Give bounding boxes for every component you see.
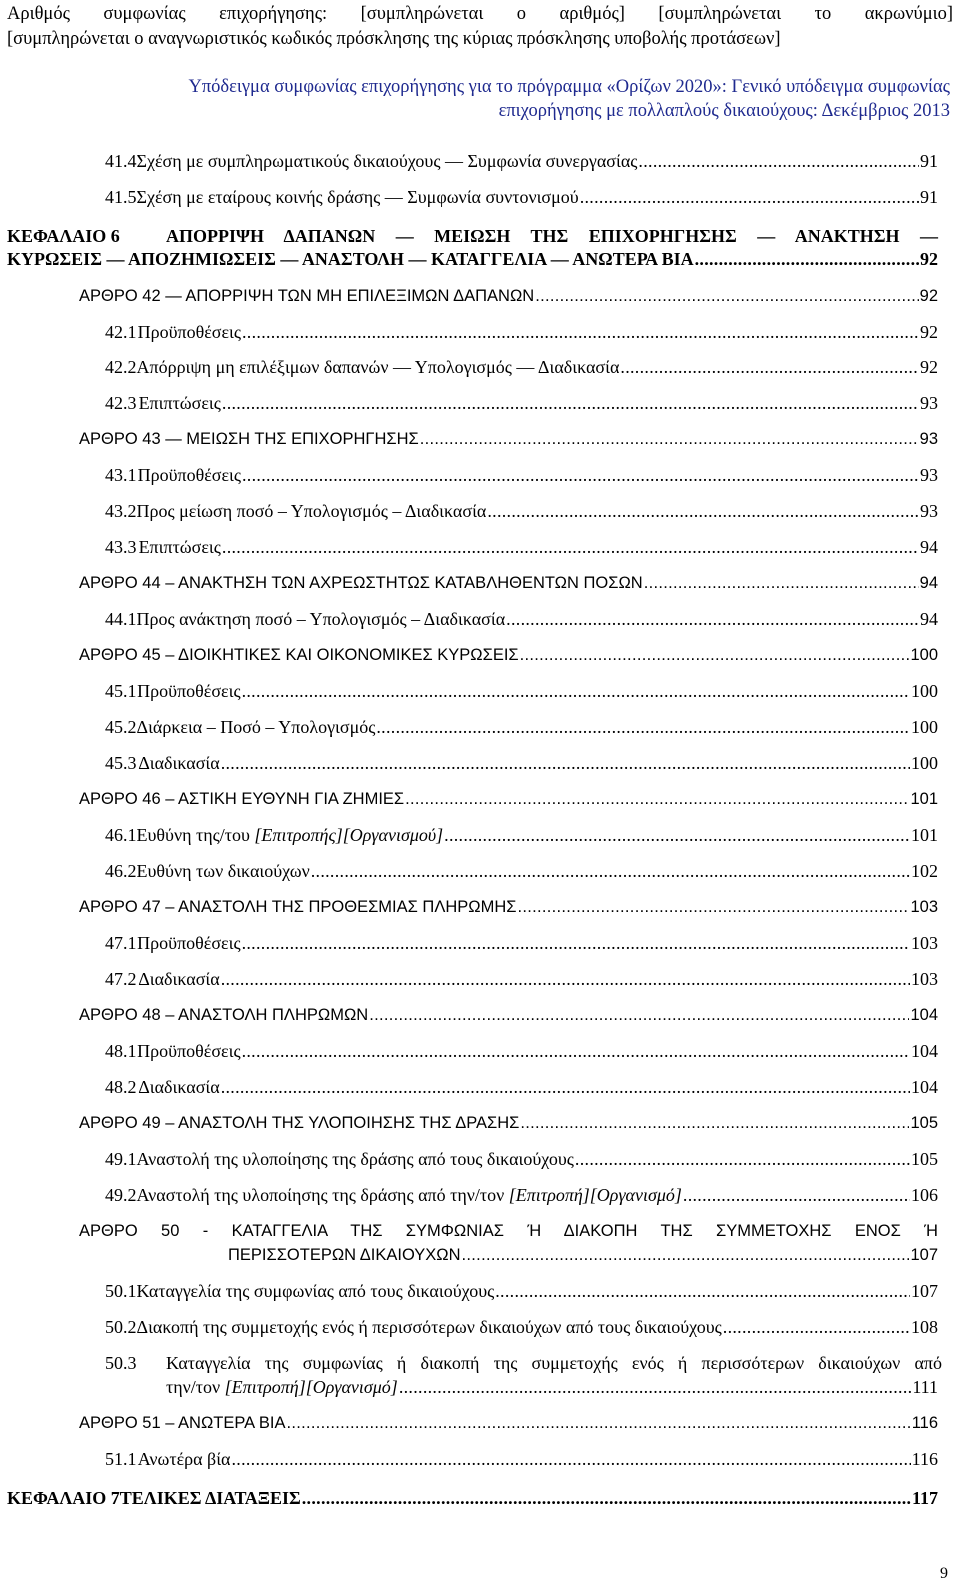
toc-page: 100 [911,717,938,737]
toc-entry-42-3[interactable] [105,392,938,414]
toc-leader [242,680,910,702]
toc-leader [723,1316,910,1338]
toc-chapter-number: ΚΕΦΑΛΑΙΟ 6 [7,226,120,246]
toc-leader [311,860,910,882]
toc-page: 92 [920,357,938,377]
toc-title: Ανωτέρα βία [137,1449,231,1469]
toc-article-title: ΑΡΘΡΟ 48 – ΑΝΑΣΤΟΛΗ ΠΛΗΡΩΜΩΝ [79,1006,369,1024]
toc-leader [376,716,910,738]
toc-article-50-line2[interactable] [228,1244,938,1266]
toc-number: 48.2 [105,1077,137,1097]
toc-article-title: ΑΡΘΡΟ 46 – ΑΣΤΙΚΗ ΕΥΘΥΝΗ ΓΙΑ ΖΗΜΙΕΣ [79,790,405,808]
toc-article-49[interactable] [79,1112,938,1134]
toc-number: 43.2 [105,501,137,521]
toc-leader [399,1376,912,1398]
toc-article-title: ΑΡΘΡΟ 43 — ΜΕΙΩΣΗ ΤΗΣ ΕΠΙΧΟΡΗΓΗΣΗΣ [79,430,419,448]
toc-article-title-continued: ΠΕΡΙΣΣΟΤΕΡΩΝ ΔΙΚΑΙΟΥΧΩΝ [228,1246,461,1264]
toc-article-title: ΑΡΘΡΟ 44 – ΑΝΑΚΤΗΣΗ ΤΩΝ ΑΧΡΕΩΣΤΗΤΩΣ ΚΑΤΑΒΛΗΘΕΝΤΩΝ ΠΟΣΩΝ [79,574,643,592]
toc-title-placeholder: [Επιτροπή][Οργανισμό] [508,1185,682,1205]
toc-number: 44.1 [105,609,137,629]
toc-page: 106 [911,1185,938,1205]
toc-article-title: ΑΡΘΡΟ 45 – ΔΙΟΙΚΗΤΙΚΕΣ ΚΑΙ ΟΙΚΟΝΟΜΙΚΕΣ ΚΥΡΩΣΕΙΣ [79,646,519,664]
toc-title [137,824,444,846]
toc-leader [405,788,909,810]
toc-entry-42-2[interactable] [105,356,938,378]
toc-page: 103 [911,969,938,989]
toc-page: 105 [910,1114,938,1132]
toc-number: 49.1 [105,1149,137,1169]
toc-page: 93 [920,501,938,521]
toc-entry-44-1[interactable] [105,608,938,630]
toc-page: 105 [911,1149,938,1169]
toc-title-continued [166,1376,398,1398]
toc-page: 100 [910,646,938,664]
toc-number: 46.2 [105,861,137,881]
toc-entry-46-1[interactable] [105,824,938,846]
toc-leader [302,1487,911,1509]
toc-leader [221,752,910,774]
toc-title-text: την/τον [166,1377,225,1397]
toc-leader [231,1448,910,1470]
header-subtitle-line1: Υπόδειγμα συμφωνίας επιχορήγησης για το πρόγραμμα «Ορίζων 2020»: Γενικό υπόδειγμα συμφωνίας [188,77,950,97]
toc-page: 104 [911,1077,938,1097]
toc-article-51[interactable] [79,1412,938,1434]
toc-article-title: ΑΡΘΡΟ 47 – ΑΝΑΣΤΟΛΗ ΤΗΣ ΠΡΟΘΕΣΜΙΑΣ ΠΛΗΡΩΜΗΣ [79,898,517,916]
toc-page: 104 [910,1006,938,1024]
toc-title-placeholder: [Επιτροπής][Οργανισμού] [254,825,444,845]
toc-title: Διαδικασία [138,969,220,989]
toc-chapter-7[interactable] [7,1487,938,1509]
toc-page: 94 [919,574,938,592]
toc-number: 43.1 [105,465,137,485]
toc-chapter-6-line1[interactable] [7,225,938,247]
toc-title: Σχέση με εταίρους κοινής δράσης — Συμφωνία συντονισμού [136,187,579,207]
toc-title [137,1184,682,1206]
toc-entry-47-1[interactable] [105,932,938,954]
toc-number: 50.1 [105,1281,137,1301]
toc-leader [695,248,919,270]
toc-entry-43-1[interactable] [105,464,938,486]
toc-article-title: ΑΡΘΡΟ 49 – ΑΝΑΣΤΟΛΗ ΤΗΣ ΥΛΟΠΟΙΗΣΗΣ ΤΗΣ ΔΡΑΣΗΣ [79,1114,520,1132]
toc-entry-48-1[interactable] [105,1040,938,1062]
toc-leader [242,932,910,954]
toc-article-48[interactable] [79,1004,938,1026]
toc-title: Διαδικασία [138,1077,220,1097]
toc-leader [487,500,919,522]
toc-title: Διακοπή της συμμετοχής ενός ή περισσότερων δικαιούχων από τους δικαιούχους [136,1317,722,1337]
toc-title: Ευθύνη των δικαιούχων [136,861,310,881]
toc-leader [369,1004,909,1026]
toc-title: Προϋποθέσεις [137,1041,241,1061]
toc-number: 45.1 [105,681,137,701]
toc-article-title: ΑΡΘΡΟ 42 — ΑΠΟΡΡΙΨΗ ΤΩΝ ΜΗ ΕΠΙΛΕΞΙΜΩΝ ΔΑΠΑΝΩΝ [79,287,535,305]
toc-leader [520,644,910,666]
toc-title-text: Ευθύνη της/του [136,825,255,845]
toc-page: 117 [911,1488,938,1508]
toc-entry-41-4[interactable] [105,150,938,172]
toc-entry-48-2[interactable] [105,1076,938,1098]
toc-number: 46.1 [105,825,137,845]
toc-number: 45.2 [105,717,137,737]
toc-entry-49-1[interactable] [105,1148,938,1170]
toc-title: Προϋποθέσεις [137,465,241,485]
toc-number: 42.2 [105,357,137,377]
toc-title: Επιπτώσεις [138,393,221,413]
toc-entry-47-2[interactable] [105,968,938,990]
toc-title-placeholder: [Επιτροπή][Οργανισμό] [224,1377,398,1397]
toc-page: 92 [920,322,938,342]
toc-entry-49-2[interactable] [105,1184,938,1206]
toc-entry-41-5[interactable] [105,186,938,208]
toc-article-50-line1[interactable] [79,1220,938,1242]
toc-entry-45-2[interactable] [105,716,938,738]
toc-entry-50-1[interactable] [105,1280,938,1302]
toc-leader [242,464,919,486]
toc-title: Απόρριψη μη επιλέξιμων δαπανών — Υπολογισμός — Διαδικασία [136,357,620,377]
toc-article-47[interactable] [79,896,938,918]
toc-leader [644,572,919,594]
toc-page: 108 [911,1317,938,1337]
toc-page: 116 [911,1414,938,1432]
toc-leader [242,1040,910,1062]
toc-title: Προϋποθέσεις [137,933,241,953]
toc-entry-50-3-line1[interactable] [105,1352,942,1374]
toc-title: Αναστολή της υλοποίησης της δράσης από τους δικαιούχους [136,1149,574,1169]
toc-chapter-number: ΚΕΦΑΛΑΙΟ 7 [7,1488,120,1508]
toc-number: 48.1 [105,1041,137,1061]
toc-leader [683,1184,910,1206]
toc-number: 50.2 [105,1317,137,1337]
toc-number: 47.2 [105,969,137,989]
toc-page: 92 [919,287,938,305]
toc-article-title: ΑΡΘΡΟ 50 - ΚΑΤΑΓΓΕΛΙΑ ΤΗΣ ΣΥΜΦΩΝΙΑΣ Ή ΔΙΑΚΟΠΗ ΤΗΣ ΣΥΜΜΕΤΟΧΗΣ ΕΝΟΣ Ή [79,1222,938,1240]
toc-leader [495,1280,910,1302]
toc-number: 42.3 [105,393,137,413]
toc-leader [520,1112,909,1134]
toc-page: 92 [920,249,938,269]
toc-title: Επιπτώσεις [138,537,221,557]
toc-entry-46-2[interactable] [105,860,938,882]
toc-entry-50-3-line2[interactable] [166,1376,938,1398]
toc-article-43[interactable] [79,428,938,450]
toc-page: 103 [910,898,938,916]
toc-entry-42-1[interactable] [105,321,938,343]
toc-article-44[interactable] [79,572,938,594]
toc-number: 49.2 [105,1185,137,1205]
toc-article-46[interactable] [79,788,938,810]
toc-leader [535,285,918,307]
toc-article-45[interactable] [79,644,938,666]
toc-number: 51.1 [105,1449,137,1469]
toc-page: 107 [910,1246,938,1264]
toc-leader [420,428,919,450]
toc-leader [575,1148,910,1170]
toc-page: 101 [911,825,938,845]
toc-page: 103 [911,933,938,953]
toc-page: 102 [911,861,938,881]
toc-title: Προϋποθέσεις [137,322,241,342]
toc-page: 116 [911,1449,938,1469]
toc-page: 100 [911,753,938,773]
toc-title: Προϋποθέσεις [137,681,241,701]
toc-page: 101 [910,790,938,808]
toc-leader [286,1412,910,1434]
toc-number: 42.1 [105,322,137,342]
toc-chapter-title: ΤΕΛΙΚΕΣ ΔΙΑΤΑΞΕΙΣ [119,1488,301,1508]
toc-title-text: Αναστολή της υλοποίησης της δράσης από την/τον [136,1185,509,1205]
toc-article-42[interactable] [79,285,938,307]
header-agreement-number: Αριθμός συμφωνίας επιχορήγησης: [συμπληρώνεται ο αριθμός] [συμπληρώνεται το ακρωνύμιο] [7,4,953,24]
toc-page: 91 [920,187,938,207]
toc-title: Διαδικασία [138,753,220,773]
toc-leader [222,536,919,558]
toc-number: 43.3 [105,537,137,557]
toc-title: Καταγγελία της συμφωνίας ή διακοπή της συμμετοχής ενός ή περισσότερων δικαιούχων από [166,1353,942,1373]
toc-entry-51-1[interactable] [105,1448,938,1470]
toc-title: Προς ανάκτηση ποσό – Υπολογισμός – Διαδικασία [136,609,506,629]
toc-title: Διάρκεια – Ποσό – Υπολογισμός [136,717,376,737]
toc-leader [506,608,919,630]
toc-leader [580,186,919,208]
toc-page: 93 [920,393,938,413]
toc-chapter-title-continued: ΚΥΡΩΣΕΙΣ — ΑΠΟΖΗΜΙΩΣΕΙΣ — ΑΝΑΣΤΟΛΗ — ΚΑΤΑΓΓΕΛΙΑ — ΑΝΩΤΕΡΑ ΒΙΑ [7,249,694,269]
toc-leader [221,968,910,990]
toc-article-title: ΑΡΘΡΟ 51 – ΑΝΩΤΕΡΑ ΒΙΑ [79,1414,286,1432]
toc-title: Σχέση με συμπληρωματικούς δικαιούχους — Συμφωνία συνεργασίας [136,151,638,171]
toc-leader [638,150,919,172]
toc-number: 41.4 [105,151,137,171]
toc-leader [222,392,919,414]
header-subtitle-line2: επιχορήγησης με πολλαπλούς δικαιούχους: Δεκέμβριος 2013 [498,101,950,121]
toc-entry-50-2[interactable] [105,1316,938,1338]
toc-entry-45-3[interactable] [105,752,938,774]
toc-page: 93 [920,465,938,485]
toc-title: Καταγγελία της συμφωνίας από τους δικαιούχους [136,1281,495,1301]
toc-entry-45-1[interactable] [105,680,938,702]
toc-entry-43-2[interactable] [105,500,938,522]
toc-title: Προς μείωση ποσό – Υπολογισμός – Διαδικασία [136,501,487,521]
toc-leader [444,824,910,846]
toc-number: 47.1 [105,933,137,953]
toc-page: 107 [911,1281,938,1301]
toc-chapter-title: ΑΠΟΡΡΙΨΗ ΔΑΠΑΝΩΝ — ΜΕΙΩΣΗ ΤΗΣ ΕΠΙΧΟΡΗΓΗΣΗΣ — ΑΝΑΚΤΗΣΗ — [166,226,938,246]
toc-page: 94 [920,609,938,629]
toc-entry-43-3[interactable] [105,536,938,558]
toc-page: 93 [919,430,938,448]
toc-page: 91 [920,151,938,171]
toc-page: 94 [920,537,938,557]
toc-page: 104 [911,1041,938,1061]
toc-leader [462,1244,910,1266]
toc-number: 50.3 [105,1353,137,1373]
toc-number: 45.3 [105,753,137,773]
toc-page: 100 [911,681,938,701]
toc-page: 111 [912,1377,938,1397]
toc-leader [620,356,919,378]
toc-number: 41.5 [105,187,137,207]
page-number: 9 [940,1565,948,1582]
toc-leader [517,896,909,918]
toc-chapter-6-line2[interactable] [7,248,938,270]
toc-leader [221,1076,910,1098]
toc-leader [242,321,919,343]
header-call-identifier: [συμπληρώνεται ο αναγνωριστικός κωδικός πρόσκλησης της κύριας πρόσκλησης υποβολής προτάσεων] [7,29,781,49]
